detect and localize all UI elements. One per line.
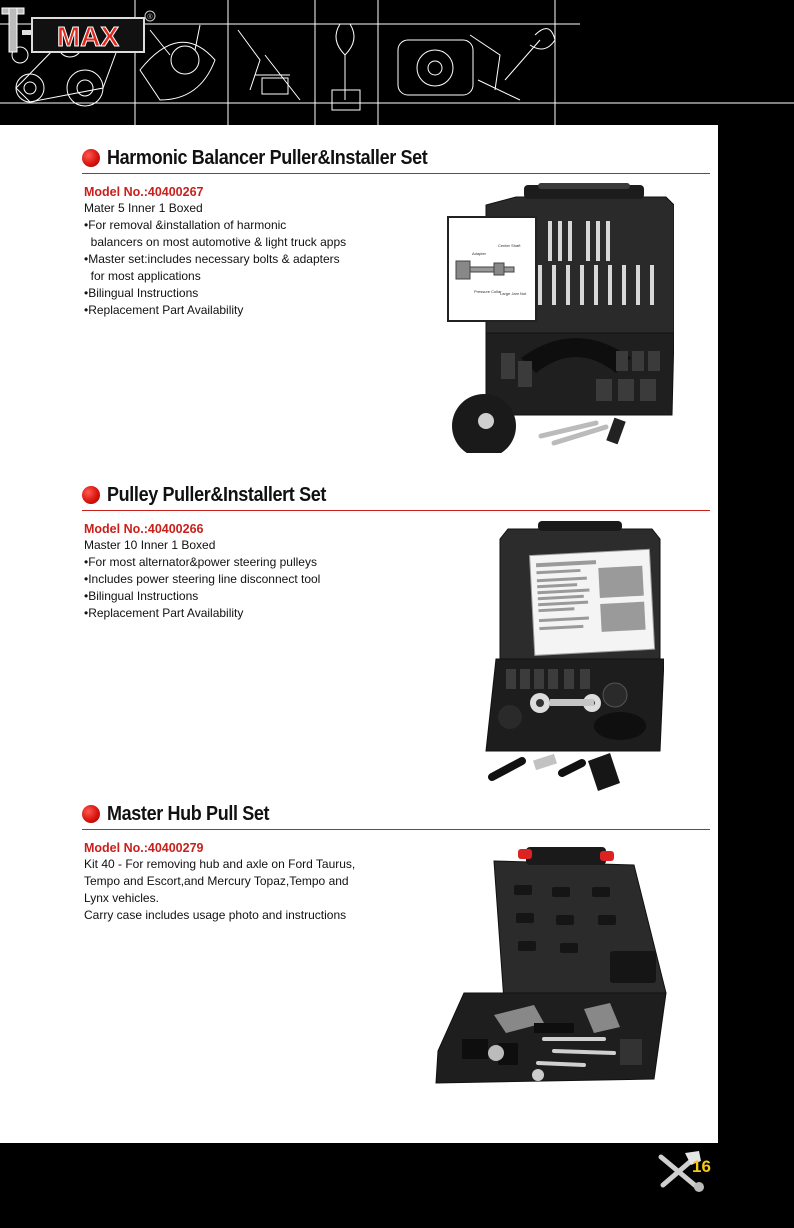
harmonic-balancer-kit-image <box>446 183 674 453</box>
desc-line: •Replacement Part Availability <box>84 303 244 317</box>
desc-line: •Bilingual Instructions <box>84 589 199 603</box>
pulley-kit-image <box>480 521 664 791</box>
svg-text:MAX: MAX <box>56 21 120 52</box>
desc-line: •For removal &installation of harmonic <box>84 218 287 232</box>
section-title: Master Hub Pull Set <box>107 802 270 825</box>
inset-label: Center Shaft <box>498 243 521 248</box>
desc-line: •Replacement Part Availability <box>84 606 244 620</box>
desc-line: Master 10 Inner 1 Boxed <box>84 538 216 552</box>
inset-label: Pressure Collar <box>474 289 502 294</box>
model-number: Model No.:40400266 <box>84 522 204 536</box>
desc-line: •For most alternator&power steering pulleys <box>84 555 317 569</box>
desc-line: •Includes power steering line disconnect tool <box>84 572 321 586</box>
page-number: 16 <box>692 1157 711 1176</box>
desc-line: Tempo and Escort,and Mercury Topaz,Tempo and <box>84 874 349 888</box>
inset-label: Adapter <box>472 251 487 256</box>
red-rule <box>82 173 710 174</box>
tmax-logo <box>0 0 160 60</box>
section-title: Pulley Puller&Installert Set <box>107 483 327 506</box>
product-section-pulley <box>82 481 710 620</box>
model-number: Model No.:40400267 <box>84 185 204 199</box>
desc-line: Mater 5 Inner 1 Boxed <box>84 201 203 215</box>
desc-line: •Master set:includes necessary bolts & adapters <box>84 252 340 266</box>
hub-pull-kit-image <box>434 843 674 1119</box>
red-bullet-icon <box>82 486 100 504</box>
registered-mark: ® <box>147 14 153 21</box>
red-bullet-icon <box>82 149 100 167</box>
right-margin-strip <box>718 125 794 1143</box>
desc-line: balancers on most automotive & light truck apps <box>84 235 347 249</box>
product-section-hub <box>82 800 710 922</box>
desc-line: Lynx vehicles. <box>84 891 159 905</box>
red-rule <box>82 829 710 830</box>
desc-line: Carry case includes usage photo and instructions <box>84 908 347 922</box>
section-title-row <box>82 481 710 509</box>
header-banner <box>0 0 794 125</box>
section-title: Harmonic Balancer Puller&Installer Set <box>107 146 428 169</box>
desc-line: Kit 40 - For removing hub and axle on Ford Taurus, <box>84 857 356 871</box>
section-title-row <box>82 800 710 828</box>
red-rule <box>82 510 710 511</box>
section-title-row <box>82 144 710 172</box>
desc-line: •Bilingual Instructions <box>84 286 199 300</box>
desc-line: for most applications <box>84 269 201 283</box>
inset-label: Large Jam Nut <box>500 291 527 296</box>
model-number: Model No.:40400279 <box>84 841 204 855</box>
red-bullet-icon <box>82 805 100 823</box>
